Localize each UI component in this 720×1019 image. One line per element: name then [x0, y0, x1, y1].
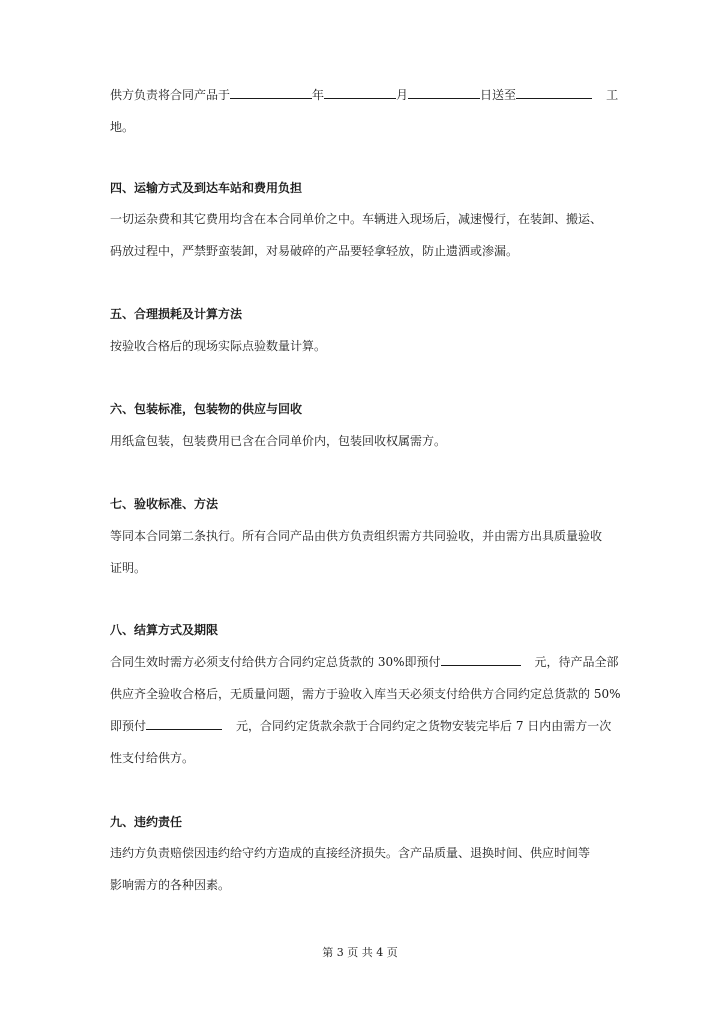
- year-label: 年: [312, 88, 325, 102]
- day-to-label: 日送至: [480, 88, 517, 102]
- section-9-title: 九、违约责任: [110, 815, 183, 829]
- prepay-50-blank: [146, 716, 222, 730]
- section-5-line-1: 按验收合格后的现场实际点验数量计算。: [110, 339, 327, 353]
- section-7-line-2: 证明。: [110, 561, 147, 575]
- month-label: 月: [396, 88, 409, 102]
- year-blank: [230, 85, 312, 99]
- section-5-title: 五、合理损耗及计算方法: [110, 307, 243, 321]
- section-6-title: 六、包装标准，包装物的供应与回收: [110, 402, 303, 416]
- section-8-title: 八、结算方式及期限: [110, 623, 219, 637]
- section-8-line-3: [110, 711, 610, 741]
- section-4-line-1: 一切运杂费和其它费用均含在本合同单价之中。车辆进入现场后，减速慢行，在装卸、搬运、: [110, 212, 603, 226]
- delivery-text-a: 供方负责将合同产品于: [110, 88, 231, 102]
- site-blank: [516, 85, 592, 99]
- section-8-line-1-b: 元，待产品全部: [534, 655, 619, 669]
- section-8-line-1: [110, 647, 619, 677]
- page-number-footer: 第 3 页 共 4 页: [322, 946, 398, 959]
- site-label-a: 工: [606, 88, 619, 102]
- day-blank: [408, 85, 480, 99]
- section-8-line-3-b: 元，合同约定货款余款于合同约定之货物安装完毕后 7 日内由需方一次: [236, 719, 612, 733]
- section-9-line-1: 违约方负责赔偿因违约给守约方造成的直接经济损失。含产品质量、退换时间、供应时间等: [110, 846, 591, 860]
- section-4-line-2: 码放过程中，严禁野蛮装卸，对易破碎的产品要轻拿轻放，防止遗洒或渗漏。: [110, 244, 519, 258]
- section-7-title: 七、验收标准、方法: [110, 497, 219, 511]
- section-8-line-4: 性支付给供方。: [110, 751, 195, 765]
- section-8-line-3-a: 即预付: [110, 719, 147, 733]
- delivery-line-2: 地。: [110, 120, 135, 134]
- section-8-line-2: 供应齐全验收合格后，无质量问题，需方于验收入库当天必须支付给供方合同约定总货款的 50%: [110, 687, 621, 701]
- section-6-line-1: 用纸盒包装，包装费用已含在合同单价内，包装回收权属需方。: [110, 434, 447, 448]
- month-blank: [324, 85, 396, 99]
- section-9-line-2: 影响需方的各种因素。: [110, 878, 231, 892]
- delivery-line: [110, 80, 619, 110]
- section-8-line-1-a: 合同生效时需方必须支付给供方合同约定总货款的 30%即预付: [110, 655, 441, 669]
- prepay-30-blank: [441, 652, 521, 666]
- section-7-line-1: 等同本合同第二条执行。所有合同产品由供方负责组织需方共同验收，并由需方出具质量验收: [110, 529, 603, 543]
- section-4-title: 四、运输方式及到达车站和费用负担: [110, 181, 303, 195]
